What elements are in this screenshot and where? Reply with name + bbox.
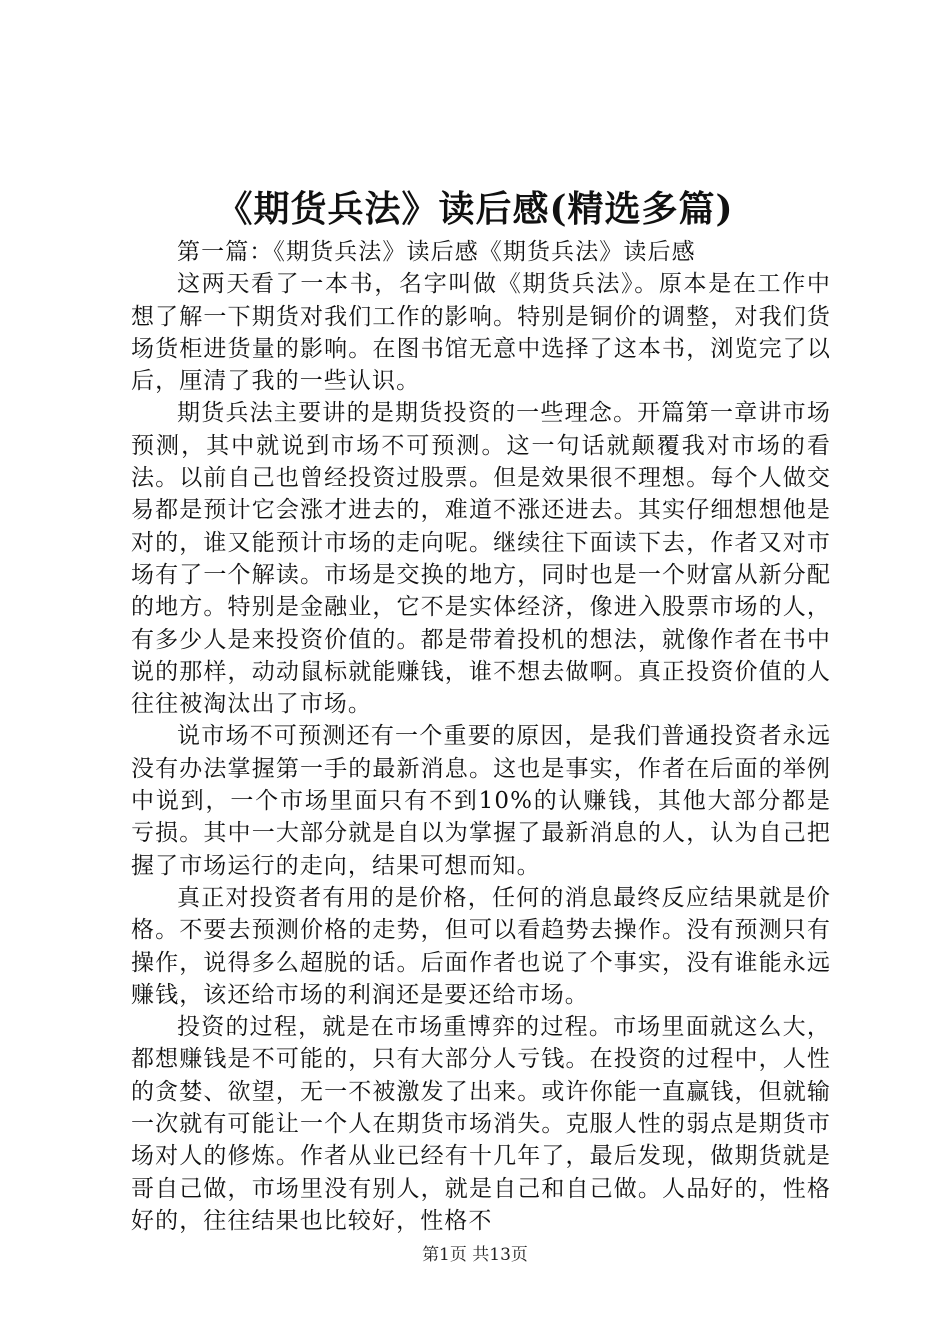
paragraph-4: 真正对投资者有用的是价格，任何的消息最终反应结果就是价格。不要去预测价格的走势，但可以看趋势去操作。没有预测只有操作，说得多么超脱的话。后面作者也说了个事实，没有谁能永远赚钱，该还给市场的利润还是要还给市场。 [131,884,831,1008]
section-heading: 第一篇：《期货兵法》读后感《期货兵法》读后感 [177,239,696,265]
document-title: 《期货兵法》读后感(精选多篇) [216,188,734,230]
paragraph-5: 投资的过程，就是在市场重博弈的过程。市场里面就这么大，都想赚钱是不可能的，只有大部分人亏钱。在投资的过程中，人性的贪婪、欲望，无一不被激发了出来。或许你能一直赢钱，但就输一次就有可能让一个人在期货市场消失。克服人性的弱点是期货市场对人的修炼。作者从业已经有十几年了，最后发现，做期货就是哥自己做，市场里没有别人，就是自己和自己做。人品好的，性格好的，往往结果也比较好，性格不 [131,1014,831,1234]
paragraph-2: 期货兵法主要讲的是期货投资的一些理念。开篇第一章讲市场预测，其中就说到市场不可预测。这一句话就颠覆我对市场的看法。以前自己也曾经投资过股票。但是效果很不理想。每个人做交易都是预计它会涨才进去的，难道不涨还进去。其实仔细想想他是对的，谁又能预计市场的走向呢。继续往下面读下去，作者又对市场有了一个解读。市场是交换的地方，同时也是一个财富从新分配的地方。特别是金融业，它不是实体经济，像进入股票市场的人，有多少人是来投资价值的。都是带着投机的想法，就像作者在书中说的那样，动动鼠标就能赚钱，谁不想去做啊。真正投资价值的人往往被淘汰出了市场。 [131,400,831,718]
paragraph-3: 说市场不可预测还有一个重要的原因，是我们普通投资者永远没有办法掌握第一手的最新消息。这也是事实，作者在后面的举例中说到，一个市场里面只有不到10%的认赚钱，其他大部分都是亏损。其中一大部分就是自以为掌握了最新消息的人，认为自己把握了市场运行的走向，结果可想而知。 [131,723,831,879]
page-number-footer: 第1页 共13页 [422,1245,528,1265]
paragraph-1: 这两天看了一本书，名字叫做《期货兵法》。原本是在工作中想了解一下期货对我们工作的影响。特别是铜价的调整，对我们货场货柜进货量的影响。在图书馆无意中选择了这本书，浏览完了以后，厘清了我的一些认识。 [131,271,831,395]
document-body [131,236,831,1237]
